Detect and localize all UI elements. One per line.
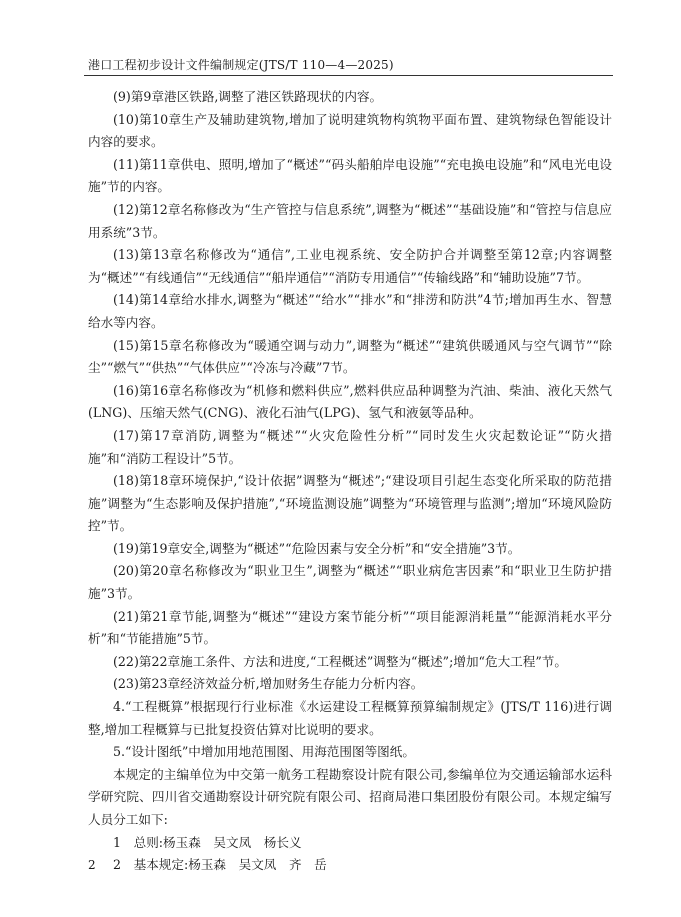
paragraph: (11)第11章供电、照明,增加了“概述”“码头船舶岸电设施”“充电换电设施”和“风电光电设施”节的内容。 bbox=[88, 156, 612, 195]
paragraph: 本规定的主编单位为中交第一航务工程勘察设计院有限公司,参编单位为交通运输部水运科学研究院、四川省交通勘察设计研究院有限公司、招商局港口集团股份有限公司。本规定编写人员分工如下: bbox=[88, 766, 612, 827]
paragraph: 5.“设计图纸”中增加用地范围图、用海范围图等图纸。 bbox=[113, 744, 415, 760]
page-number: 2 bbox=[88, 858, 96, 872]
paragraph: (18)第18章环境保护,“设计依据”调整为“概述”;“建设项目引起生态变化所采取的防范措施”调整为“生态影响及保护措施”,“环境监测设施”调整为“环境管理与监测”;增加“环境风险防控”节。 bbox=[88, 473, 612, 534]
paragraph: (15)第15章名称修改为“暖通空调与动力”,调整为“概述”“建筑供暖通风与空气调节”“除尘”“燃气”“供热”“气体供应”“冷冻与冷藏”7节。 bbox=[88, 337, 612, 376]
author-list-item: 1 总则:杨玉森 吴文凤 杨长义 bbox=[113, 834, 302, 850]
paragraph: (19)第19章安全,调整为“概述”“危险因素与安全分析”和“安全措施”3节。 bbox=[113, 540, 521, 556]
paragraph: (9)第9章港区铁路,调整了港区铁路现状的内容。 bbox=[113, 89, 383, 104]
paragraph: (13)第13章名称修改为“通信”,工业电视系统、安全防护合并调整至第12章;内容调整为“概述”“有线通信”“无线通信”“船岸通信”“消防专用通信”“传输线路”和“辅助设施”7节。 bbox=[88, 247, 612, 285]
document-body bbox=[88, 86, 612, 877]
paragraph: (22)第22章施工条件、方法和进度,“工程概述”调整为“概述”;增加“危大工程”节。 bbox=[113, 653, 567, 669]
running-header: 港口工程初步设计文件编制规定(JTS/T 110—4—2025) bbox=[88, 58, 394, 72]
author-list-item: 2 基本规定:杨玉森 吴文凤 齐 岳 bbox=[113, 857, 327, 873]
paragraph: (14)第14章给水排水,调整为“概述”“给水”“排水”和“排涝和防洪”4节;增加再生水、智慧给水等内容。 bbox=[88, 292, 612, 330]
paragraph: (21)第21章节能,调整为“概述”“建设方案节能分析”“项目能源消耗量”“能源消耗水平分析”和“节能措施”5节。 bbox=[88, 608, 612, 647]
paragraph: 4.“工程概算”根据现行行业标准《水运建设工程概算预算编制规定》(JTS/T 116)进行调整,增加工程概算与已批复投资估算对比说明的要求。 bbox=[88, 699, 612, 737]
paragraph: (16)第16章名称修改为“机修和燃料供应”,燃料供应品种调整为汽油、柴油、液化天然气(LNG)、压缩天然气(CNG)、液化石油气(LPG)、氢气和液氨等品种。 bbox=[88, 382, 612, 421]
paragraph: (10)第10章生产及辅助建筑物,增加了说明建筑物构筑物平面布置、建筑物绿色智能设计内容的要求。 bbox=[88, 111, 612, 150]
paragraph: (23)第23章经济效益分析,增加财务生存能力分析内容。 bbox=[113, 676, 424, 692]
paragraph: (20)第20章名称修改为“职业卫生”,调整为“概述”“职业病危害因素”和“职业卫生防护措施”3节。 bbox=[88, 563, 612, 602]
paragraph: (17)第17章消防,调整为“概述”“火灾危险性分析”“同时发生火灾起数论证”“防火措施”和“消防工程设计”5节。 bbox=[88, 427, 612, 466]
paragraph: (12)第12章名称修改为“生产管控与信息系统”,调整为“概述”“基础设施”和“管控与信息应用系统”3节。 bbox=[88, 201, 612, 240]
header-divider bbox=[84, 75, 613, 76]
